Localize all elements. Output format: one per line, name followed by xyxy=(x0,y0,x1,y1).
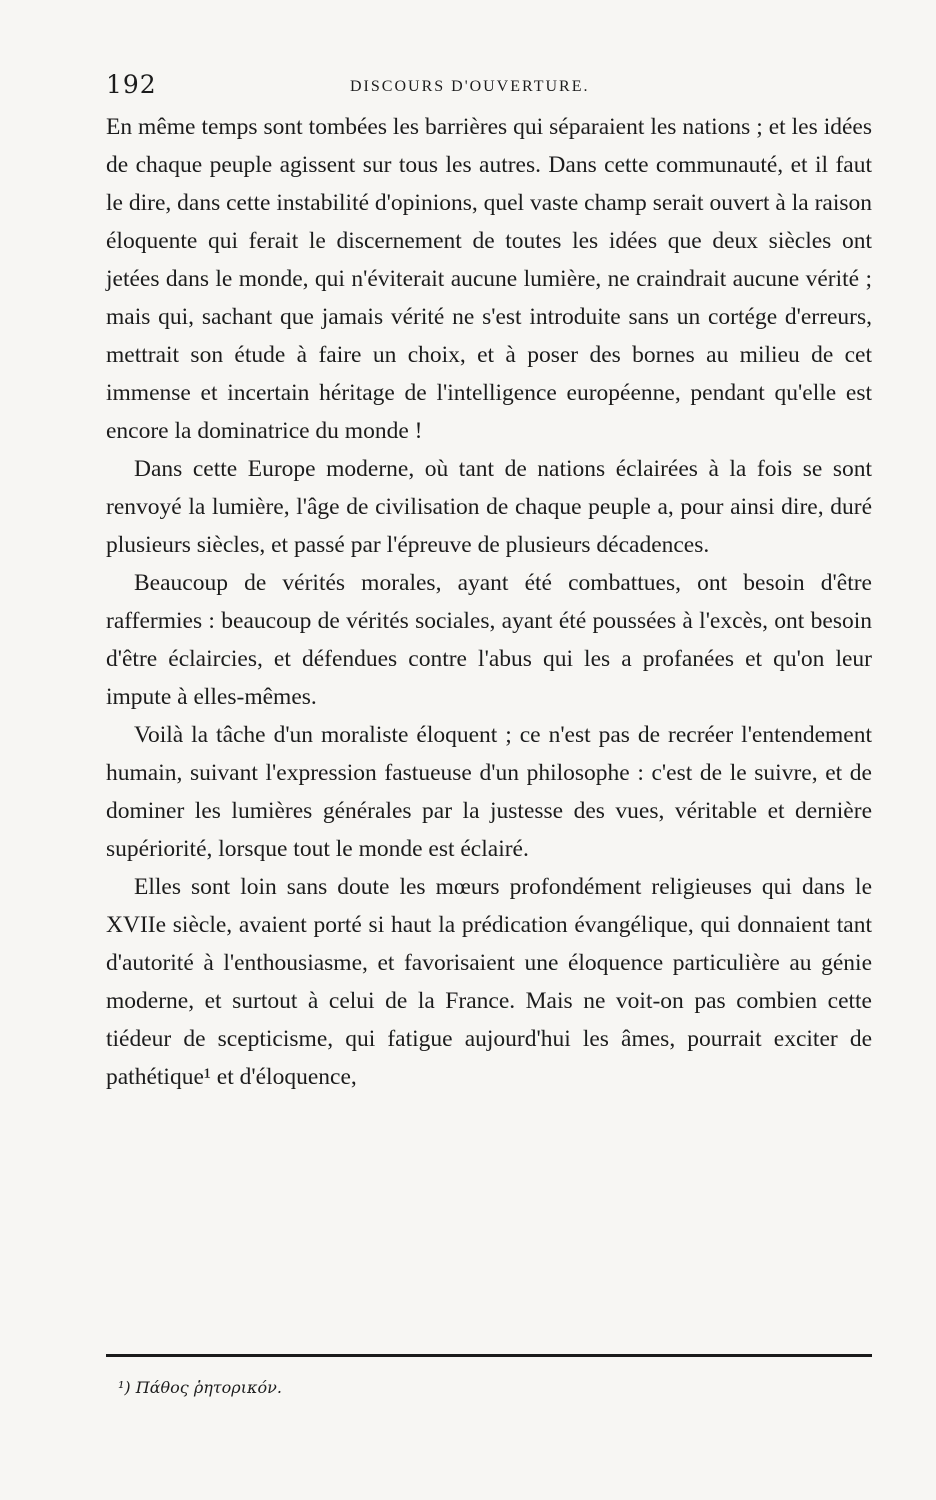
paragraph-2: Dans cette Europe moderne, où tant de nations éclairées à la fois se sont renvoyé la lumière, l'âge de civilisation de chaque peuple a, pour ainsi dire, duré plusieurs siècles, et passé par l'épreuve de plusieurs décadences. xyxy=(106,456,872,558)
footnote-rule xyxy=(106,1354,872,1357)
page-number: 192 xyxy=(106,70,157,99)
page-header xyxy=(106,70,872,104)
paragraph-1: En même temps sont tombées les barrières qui séparaient les nations ; et les idées de chaque peuple agissent sur tous les autres. Dans cette communauté, et il faut le dire, dans cette instabilité d'opinions, quel vaste champ serait ouvert à la raison éloquente qui ferait le discernement de toutes les idées que deux siècles ont jetées dans le monde, qui n'éviterait aucune lumière, ne craindrait aucune vérité ; mais qui, sachant que jamais vérité ne s'est introduite sans un cortége d'erreurs, mettrait son étude à faire un choix, et à poser des bornes au milieu de cet immense et incertain héritage de l'intelligence européenne, pendant qu'elle est encore la dominatrice du monde ! xyxy=(106,114,872,444)
paragraph-5: Elles sont loin sans doute les mœurs profondément religieuses qui dans le XVIIe siècle, avaient porté si haut la prédication évangélique, qui donnaient tant d'autorité à l'enthousiasme, et favorisaient une éloquence particulière au génie moderne, et surtout à celui de la France. Mais ne voit-on pas combien cette tiédeur de scepticisme, qui fatigue aujourd'hui les âmes, pourrait exciter de pathétique¹ et d'éloquence, xyxy=(106,874,872,1090)
running-head: DISCOURS D'OUVERTURE. xyxy=(350,78,590,95)
paragraph-4: Voilà la tâche d'un moraliste éloquent ; ce n'est pas de recréer l'entendement humain, suivant l'expression fastueuse d'un philosophe : c'est de le suivre, et de dominer les lumières générales par la justesse des vues, véritable et dernière supériorité, lorsque tout le monde est éclairé. xyxy=(106,722,872,862)
body-text xyxy=(106,108,872,1096)
footnote: ¹) Πάθος ῥητορικόν. xyxy=(118,1378,282,1397)
paragraph-3: Beaucoup de vérités morales, ayant été combattues, ont besoin d'être raffermies : beaucoup de vérités sociales, ayant été poussées à l'excès, ont besoin d'être éclaircies, et défendues contre l'abus qui les a profanées et qu'on leur impute à elles-mêmes. xyxy=(106,570,872,710)
